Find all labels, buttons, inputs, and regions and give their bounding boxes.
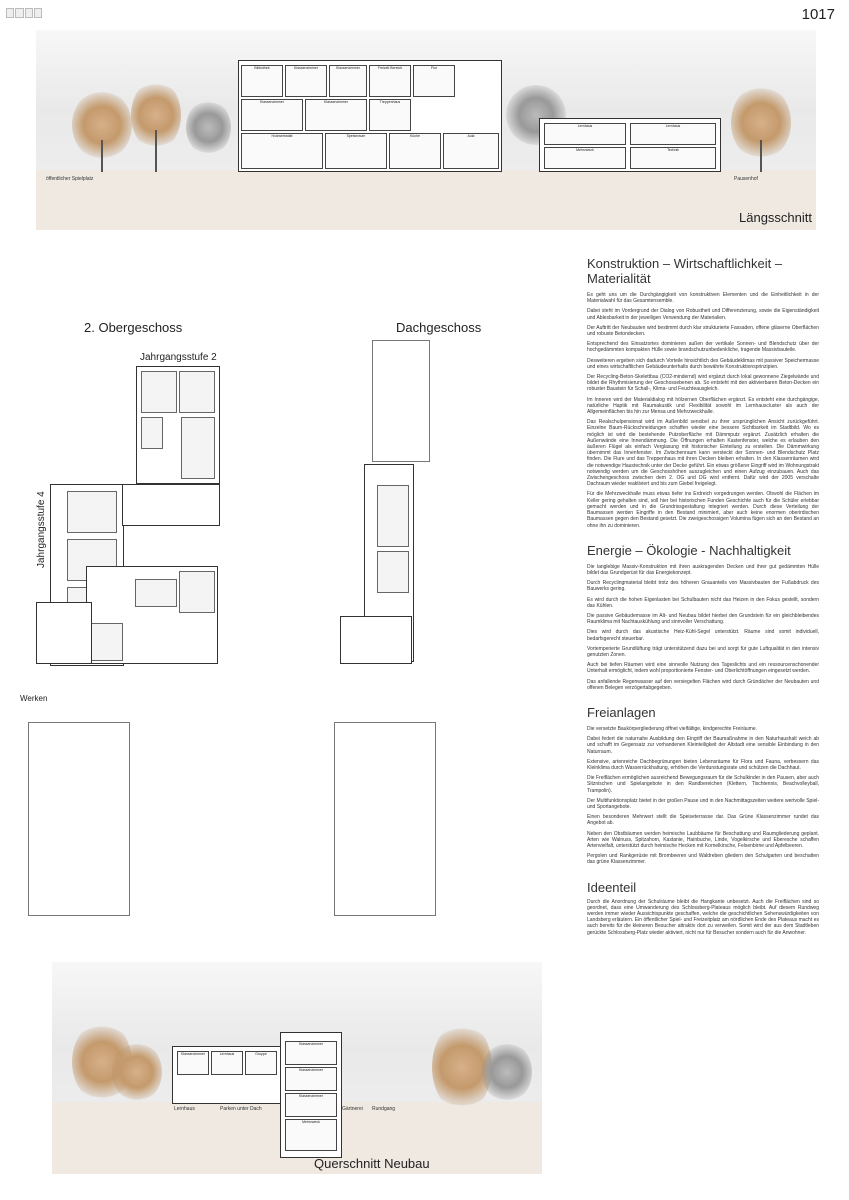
section-room: Mehrzweck — [544, 147, 626, 169]
plan-title-dg: Dachgeschoss — [396, 320, 482, 335]
plan-room — [179, 571, 215, 613]
heading-freianlagen: Freianlagen — [587, 704, 656, 720]
tree-trunk — [760, 140, 762, 172]
plan-room — [141, 371, 177, 413]
paragraph: Vortemperierte Grundlüftung trägt unterstützend dazu bei und sorgt für gute Luftqualität in den intensiv genutzten Zonen. — [587, 645, 819, 658]
section-room: Lernhaus — [544, 123, 626, 145]
empty-frame-right — [334, 722, 436, 916]
section-room: Klassenzimmer — [285, 1041, 337, 1065]
paragraph: Die langlebige Massiv-Konstruktion mit ihren auskragenden Decken und ihrer gut gedämmten Hülle bildet das Grundgerüst für das Energiekonzept. — [587, 563, 819, 576]
floor-plan-dg — [340, 340, 440, 670]
plan-outline-void — [372, 340, 430, 462]
section-room: Klassenzimmer — [305, 99, 367, 131]
longitudinal-section — [36, 30, 816, 230]
paragraph: Für die Mehrzweckhalle muss etwas tiefer ins Erdreich vorgedrungen werden. Obwohl die Flächen im Keller gering gehalten sind, soll hier bei historischen Funden Geschichte auch für die Schüler erlebbar gemacht werden und in die Grundrissgestaltung integriert werden. Durch diese Verteilung der Baumassen werden Eingriffe in den Bestand minimiert, aber auch keine enormen oberirdischen Baumassen gegen den Bestand gesetzt. Die zweigeschossigen Volumina fügen sich an den Bestand an ohne ihn zu dominieren. — [587, 491, 819, 529]
tree-icon — [186, 100, 231, 155]
section-room: Flur — [413, 65, 455, 97]
section-freianlagen — [587, 705, 819, 866]
section-room: Mehrzweck — [285, 1119, 337, 1151]
plan-room — [91, 623, 123, 661]
section-room: Lernhaus — [211, 1051, 243, 1075]
tree-icon — [112, 1042, 162, 1102]
cross-building-right — [280, 1032, 342, 1158]
section-room: Gruppe — [245, 1051, 277, 1075]
plan-room — [67, 491, 117, 533]
section-ideenteil — [587, 880, 819, 936]
paragraph: Der Multifunktionsplatz bietet in der großen Pause und in den Nachmittagszeiten weitere wertvolle Spiel- und Sportangebote. — [587, 797, 819, 810]
section-title-cross: Querschnitt Neubau — [314, 1156, 430, 1171]
label-jahrgangsstufe-2: Jahrgangsstufe 2 — [140, 352, 217, 363]
section-room: Klassenzimmer — [329, 65, 367, 97]
plan-wing-south — [86, 566, 218, 664]
tree-icon — [482, 1042, 532, 1102]
cross-label: Parken unter Dach — [220, 1106, 262, 1112]
heading-konstruktion: Konstruktion – Wirtschaftlichkeit – Materialität — [587, 256, 783, 286]
cross-label: Rundgang — [372, 1106, 396, 1112]
existing-building-section — [238, 60, 502, 172]
paragraph: Das anfallende Regenwasser auf den versiegelten Flächen wird durch Gründächer der Neubauten und offenen Belegen verzögertabgegeben. — [587, 678, 819, 691]
heading-ideenteil: Ideenteil — [587, 879, 637, 895]
text-column — [587, 256, 819, 942]
section-room: Bibliothek — [241, 65, 283, 97]
tree-trunk — [155, 130, 157, 172]
paragraph: Das Realschulpensionat wird im Außenbild sensibel zu ihrer ursprünglichen Ansicht zurückgeführt. Einzelne Baum-Rückschneidungen schaffen wieder eine bessere Sichtbarkeit im Stadtbild. Wo es möglich ist wird die bestehende Putzoberfläche mit Dämmputz ergänzt. Zusätzlich erhalten die Außenwände eine Innendämmung. Die Öffnungen erhalten Kastenfenster, welche es erlauben den äußeren Flügel als einfach Verglasung mit historischer Einteilung zu erstellen. Die Dämmwirkung übernimmt das Innenfenster. Im Zwischenraum kann versteckt der Sonnen- und Blendschutz Platz finden. Die Flure und das Treppenhaus mit ihren Decken bleiben erhalten. In den Klassenräumen wird die notwendige Haustechnik unter der Decke geführt. Ein etwas größerer Eingriff wird im Wohnungstrakt notwendig werden um die Geschosshöhen auszugleichen und einen Aufzug einzubauen. Auch das Zwischengeschoss zwischen dem 2. OG und DG wird entfernt. Dafür wird der 2005 verschalte Dachraum wieder reaktiviert und bis zum Giebel freigelegt. — [587, 419, 819, 488]
label-schoolyard: Pausenhof — [734, 176, 758, 182]
section-title-longitudinal: Längsschnitt — [739, 210, 812, 225]
plan-room — [377, 551, 409, 593]
section-room: Freizeit Bereich — [369, 65, 411, 97]
ground — [36, 170, 816, 230]
section-room: Speiseraum — [325, 133, 387, 169]
paragraph: Auch bei tiefen Räumen wird eine sinnvolle Nutzung des Tageslichts und ein ressourcenschonender Unterhalt ermöglicht, indem wohl proportionierte Fenster- und Oberlichtöffnungen eingesetzt werden. — [587, 662, 819, 675]
cross-label: Gärtnerei — [342, 1106, 363, 1112]
paragraph: Desweiteren ergeben sich dadurch Vorteile hinsichtlich des Gebäudeklimas mit passiver Speichermasse und eines wirtschaftlichen Gebäudeunterhalts durch bewährte Konstruktionsprinzipien. — [587, 357, 819, 370]
plan-wing-dg-low — [340, 616, 412, 664]
label-werken: Werken — [20, 694, 48, 703]
plan-room — [377, 485, 409, 547]
section-room: Aula — [443, 133, 499, 169]
cross-building-left — [172, 1046, 282, 1104]
paragraph: Durch Recyclingmaterial bleibt trotz des höheren Grauanteils von Massivbauten der Fußabdruck des Bauwerks gering. — [587, 580, 819, 593]
paragraph: Die versetzte Baukörpergliederung öffnet vielfältige, kindgerechte Freiräume. — [587, 725, 757, 732]
paragraph: Der Auftritt der Neubauten wird bestimmt durch klar strukturierte Fassaden, offene gläserne Oberflächen und robuste Betondecken. — [587, 324, 819, 338]
heading-energie: Energie – Ökologie - Nachhaltigkeit — [587, 542, 791, 558]
paragraph: Dabei steht im Vordergrund der Dialog von Robustheit und Differenzierung, sowie die Eigenständigkeit und Ablesbarkeit in der jeweiligen Verwendung der Materialien. — [587, 308, 819, 321]
paragraph: Durch die Anordnung der Schulräume bleibt die Hangkante unbesetzt. Auch die Freiflächen sind so geordnet, dass eine Umwanderung des Schlossberg-Plateaus möglich bleibt. Auf diesem Rundweg werden immer wieder Aussichtspunkte geschaffen, welche die geschichtlichen Sehenswürdigkeiten von Landsberg erläutern. Ein öffentlicher Spiel- und Freizeitplatz am nördlichen Ende des Plateaus macht es auch bereits für die kleineren Besucher attraktiv dort zu verweilen. Somit wird der aus dem Stadtleben gerückte Schlossberg-Platz wieder aktiviert, nicht nur für Besucher sondern auch für die Anwohner. — [587, 898, 819, 936]
paragraph: Neben den Obstbäumen werden heimische Laubbäume für Beschattung und Raumgliederung geplant. Arten wie Walnuss, Spitzahorn, Kastanie, Hainbuche, Linde, Vogelkirsche und Eberesche schaffen Artenvielfalt, unterstützt durch heimische Hecken mit Kornelkirsche, Felsenbirne und Apfelbeeren. — [587, 830, 819, 849]
section-room: Technik — [630, 147, 716, 169]
logo-mark — [6, 8, 42, 18]
plan-werken — [36, 602, 92, 664]
plan-wing-jg2 — [136, 366, 220, 484]
plan-room — [141, 417, 163, 449]
section-room: Klassenzimmer — [177, 1051, 209, 1075]
plan-room — [181, 417, 215, 479]
plan-title-og2: 2. Obergeschoss — [84, 320, 183, 335]
section-room: Klassenzimmer — [285, 1093, 337, 1117]
paragraph: Die passive Gebäudemasse im Alt- und Neubau bildet hierbei den Grundstein für ein gleichbleibendes Raumklima mit Nachtauskühlung und sinnvoller Verschattung. — [587, 612, 819, 626]
empty-frame-left — [28, 722, 130, 916]
plan-room — [135, 579, 177, 607]
paragraph: Extensive, artenreiche Dachbegrünungen bieten Lebensräume für Flora und Fauna, verbessern das Kleinklima durch Wasserrückhaltung, erhöhen die Verdunstungsrate und schützen die Dachhaut. — [587, 758, 819, 771]
paragraph: Es wird durch die hohen Eigenlasten bei Schulbauten nicht das Heizen in den Fokus gestellt, sondern das Kühlen. — [587, 596, 819, 609]
floor-plan-og2 — [36, 366, 236, 696]
paragraph: Der Recycling-Beton-Skelettbau (CO2-mindernd) wird ergänzt durch lokal gewonnene Ziegelwände und bildet die Rhythmisierung der Geschossebenen ab. So entsteht mit den aktivierbaren Beton-Decken ein robuster Baustein für Schall-, Klima- und Feuchteausgleich. — [587, 374, 819, 393]
section-room: Klassenzimmer — [241, 99, 303, 131]
paragraph: Einen besonderen Mehrwert stellt die Speiseterrasse dar. Das Grüne Klassenzimmer rundet das Angebot ab. — [587, 814, 819, 827]
sheet-number: 1017 — [801, 6, 835, 23]
tree-trunk — [101, 140, 103, 172]
section-room: Lernhaus — [630, 123, 716, 145]
paragraph: Die Freiflächen ermöglichen ausreichend Bewegungsraum für die Schulkinder in den Pausen, aber auch Sitznischen und Spielangebote in den Randbereichen (Klettern, Tischtennis, Beachvolleyball, Trampolin). — [587, 775, 819, 794]
label-jahrgangsstufe-4: Jahrgangsstufe 4 — [36, 491, 47, 568]
paragraph: Entsprechend des Einsatzortes dominieren außen der vertikale Sonnen- und Blendschutz über der hochgedämmten kompakten Hülle sowie brandschutzunbedenkliche, tragende Massivbauteile. — [587, 341, 819, 354]
section-room: Klassenzimmer — [285, 65, 327, 97]
section-room: Treppenhaus — [369, 99, 411, 131]
cross-section — [52, 962, 542, 1174]
section-energie — [587, 543, 819, 691]
paragraph: Im Inneren wird der Materialdialog mit hölzernen Oberflächen ergänzt. Es entsteht eine durchgängige, natürliche Haptik mit Raumakustik und Flexibilität sowohl im Lernhauscluster als auch der Allgemeinflächen bis hin zur Mensa und Mehrzweckhalle. — [587, 396, 819, 416]
paragraph: Es geht uns um die Durchgängigkeit von konstruktiven Elementen und die Einheitlichkeit in der Materialwahl für das Gesamtensemble. — [587, 292, 819, 305]
paragraph: Dabei federt die naturnahe Ausbildung den Eingriff der Baumaßnahme in den Naturhaushalt weich ab und schafft im Gegensatz zur vorhandenen Kleinteiligkeit der Altstadt eine sensible Einbindung in den Naturraum. — [587, 736, 819, 755]
plan-corridor — [122, 484, 220, 526]
section-room: Holzwerkstatt — [241, 133, 323, 169]
new-building-section — [539, 118, 721, 172]
paragraph: Pergolen und Rankgerüste mit Brombeeren und Waldreben gliedern den Schulgarten und beschatten das grüne Klassenzimmer. — [587, 853, 819, 866]
label-playground: öffentlicher Spielplatz — [46, 176, 94, 182]
section-room: Klassenzimmer — [285, 1067, 337, 1091]
section-konstruktion — [587, 256, 819, 529]
plan-room — [179, 371, 215, 413]
section-room: Küche — [389, 133, 441, 169]
paragraph: Dies wird durch das akustische Heiz-Kühl-Segel unterstützt. Räume sind somit individuell, bedarfsgerecht steuerbar. — [587, 629, 819, 642]
cross-label: Lernhaus — [174, 1106, 195, 1112]
